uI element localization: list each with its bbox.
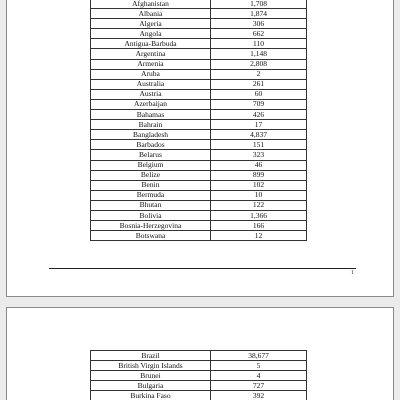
value-cell: 662 xyxy=(211,29,307,39)
table-row xyxy=(91,361,307,371)
country-cell: Angola xyxy=(91,29,211,39)
country-cell: Bulgaria xyxy=(91,381,211,391)
table-row xyxy=(91,0,307,9)
value-cell: 306 xyxy=(211,19,307,29)
value-cell: 38,677 xyxy=(211,351,307,361)
table-row xyxy=(91,391,307,400)
value-cell: 60 xyxy=(211,89,307,99)
table-row xyxy=(91,29,307,39)
country-cell: Belgium xyxy=(91,160,211,170)
value-cell: 1,366 xyxy=(211,210,307,220)
value-cell: 323 xyxy=(211,150,307,160)
table-row xyxy=(91,200,307,210)
country-cell: Austria xyxy=(91,89,211,99)
country-cell: British Virgin Islands xyxy=(91,361,211,371)
document-page-2 xyxy=(6,307,394,400)
value-cell: 261 xyxy=(211,79,307,89)
country-cell: Antigua-Barbuda xyxy=(91,39,211,49)
country-cell: Bolivia xyxy=(91,210,211,220)
table-row xyxy=(91,351,307,361)
value-cell: 899 xyxy=(211,170,307,180)
table-row xyxy=(91,9,307,19)
table-row xyxy=(91,49,307,59)
country-cell: Barbados xyxy=(91,140,211,150)
table-row xyxy=(91,110,307,120)
country-table-page-2 xyxy=(90,350,307,400)
table-row xyxy=(91,190,307,200)
table-row xyxy=(91,381,307,391)
value-cell: 2,808 xyxy=(211,59,307,69)
value-cell: 5 xyxy=(211,361,307,371)
country-cell: Afghanistan xyxy=(91,0,211,9)
value-cell: 2 xyxy=(211,69,307,79)
country-cell: Algeria xyxy=(91,19,211,29)
value-cell: 1,148 xyxy=(211,49,307,59)
table-row xyxy=(91,39,307,49)
value-cell: 4 xyxy=(211,371,307,381)
country-cell: Aruba xyxy=(91,69,211,79)
table-row xyxy=(91,160,307,170)
country-cell: Bosnia-Herzegovina xyxy=(91,221,211,231)
table-row xyxy=(91,180,307,190)
table-row xyxy=(91,99,307,109)
country-cell: Bermuda xyxy=(91,190,211,200)
table-row xyxy=(91,19,307,29)
value-cell: 727 xyxy=(211,381,307,391)
value-cell: 4,837 xyxy=(211,130,307,140)
table-row xyxy=(91,89,307,99)
country-cell: Albania xyxy=(91,9,211,19)
table-row xyxy=(91,140,307,150)
country-cell: Argentina xyxy=(91,49,211,59)
table-row xyxy=(91,150,307,160)
table-row xyxy=(91,59,307,69)
table-row xyxy=(91,231,307,241)
value-cell: 1,708 xyxy=(211,0,307,9)
value-cell: 392 xyxy=(211,391,307,400)
table-row xyxy=(91,221,307,231)
country-table-page-1 xyxy=(90,0,307,241)
table-row xyxy=(91,120,307,130)
country-cell: Brunei xyxy=(91,371,211,381)
page-number: 1 xyxy=(351,270,354,276)
table-row xyxy=(91,69,307,79)
country-cell: Botswana xyxy=(91,231,211,241)
country-cell: Burkina Faso xyxy=(91,391,211,400)
document-page-1 xyxy=(6,0,394,297)
country-cell: Belarus xyxy=(91,150,211,160)
table-row xyxy=(91,210,307,220)
country-cell: Bahamas xyxy=(91,110,211,120)
country-cell: Azerbaijan xyxy=(91,99,211,109)
value-cell: 10 xyxy=(211,190,307,200)
value-cell: 426 xyxy=(211,110,307,120)
country-cell: Australia xyxy=(91,79,211,89)
value-cell: 110 xyxy=(211,39,307,49)
country-cell: Benin xyxy=(91,180,211,190)
value-cell: 166 xyxy=(211,221,307,231)
table-row xyxy=(91,130,307,140)
value-cell: 12 xyxy=(211,231,307,241)
value-cell: 709 xyxy=(211,99,307,109)
country-cell: Belize xyxy=(91,170,211,180)
value-cell: 46 xyxy=(211,160,307,170)
country-cell: Armenia xyxy=(91,59,211,69)
table-row xyxy=(91,170,307,180)
footer-rule xyxy=(49,268,356,269)
country-cell: Bhutan xyxy=(91,200,211,210)
table-row xyxy=(91,371,307,381)
value-cell: 122 xyxy=(211,200,307,210)
country-cell: Bahrain xyxy=(91,120,211,130)
country-cell: Bangladesh xyxy=(91,130,211,140)
table-row xyxy=(91,79,307,89)
value-cell: 102 xyxy=(211,180,307,190)
country-cell: Brazil xyxy=(91,351,211,361)
value-cell: 1,874 xyxy=(211,9,307,19)
value-cell: 151 xyxy=(211,140,307,150)
value-cell: 17 xyxy=(211,120,307,130)
